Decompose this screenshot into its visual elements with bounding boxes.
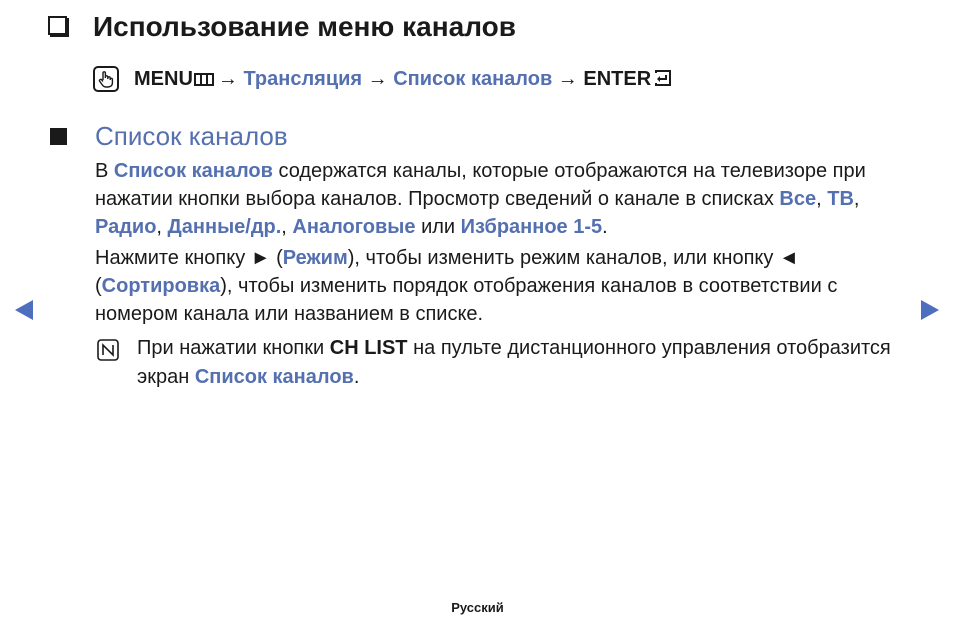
path-arrow: → bbox=[557, 67, 578, 90]
term-favorites: Избранное 1-5 bbox=[460, 216, 603, 238]
path-channel-list: Список каналов bbox=[393, 67, 553, 90]
enter-label: ENTER bbox=[583, 67, 652, 90]
section-bullet-icon bbox=[50, 128, 67, 145]
previous-page-arrow-icon[interactable] bbox=[15, 300, 33, 320]
menu-path bbox=[93, 66, 673, 92]
note-text bbox=[137, 334, 897, 392]
term-sort: Сортировка bbox=[101, 275, 221, 297]
text: , bbox=[281, 216, 293, 238]
path-arrow: → bbox=[217, 67, 238, 90]
text: или bbox=[415, 216, 461, 238]
next-page-arrow-icon[interactable] bbox=[921, 300, 939, 320]
instruction-paragraph bbox=[95, 244, 915, 328]
menu-hand-icon bbox=[93, 66, 119, 92]
note-icon bbox=[97, 339, 119, 361]
text: При нажатии кнопки bbox=[137, 337, 330, 359]
term-channel-list: Список каналов bbox=[113, 160, 273, 182]
term-radio: Радио bbox=[95, 216, 157, 238]
description-paragraph bbox=[95, 157, 915, 241]
path-arrow: → bbox=[367, 67, 388, 90]
menu-grid-icon bbox=[194, 73, 214, 86]
title-checkbox-icon bbox=[48, 16, 67, 35]
text: , bbox=[853, 188, 860, 210]
text: . bbox=[353, 366, 360, 388]
enter-icon bbox=[653, 69, 673, 93]
term-all: Все bbox=[779, 188, 817, 210]
text: В bbox=[95, 160, 114, 182]
text: , bbox=[816, 188, 828, 210]
footer-language: Русский bbox=[451, 600, 504, 615]
menu-label: MENU bbox=[134, 67, 193, 90]
text: . bbox=[602, 216, 608, 238]
text: , bbox=[156, 216, 168, 238]
term-channel-list: Список каналов bbox=[194, 366, 354, 388]
text: Нажмите кнопку ► ( bbox=[95, 247, 283, 269]
text: содержатся каналы, которые отображаются на телевизоре при нажатии кнопки выбора каналов. Просмотр сведений о канале в списках bbox=[95, 160, 866, 210]
term-mode: Режим bbox=[282, 247, 348, 269]
term-data-other: Данные/др. bbox=[167, 216, 282, 238]
text: ), чтобы изменить порядок отображения каналов в соответствии с номером канала или названием в списке. bbox=[95, 275, 838, 325]
term-analog: Аналоговые bbox=[292, 216, 416, 238]
text: ), чтобы изменить режим каналов, или кнопку ◄ ( bbox=[95, 247, 799, 297]
term-tv: ТВ bbox=[827, 188, 854, 210]
path-broadcast: Трансляция bbox=[243, 67, 363, 90]
text: на пульте дистанционного управления отобразится экран bbox=[137, 337, 891, 388]
term-ch-list: CH LIST bbox=[329, 337, 408, 359]
page-title: Использование меню каналов bbox=[93, 11, 516, 42]
section-heading: Список каналов bbox=[95, 121, 288, 151]
